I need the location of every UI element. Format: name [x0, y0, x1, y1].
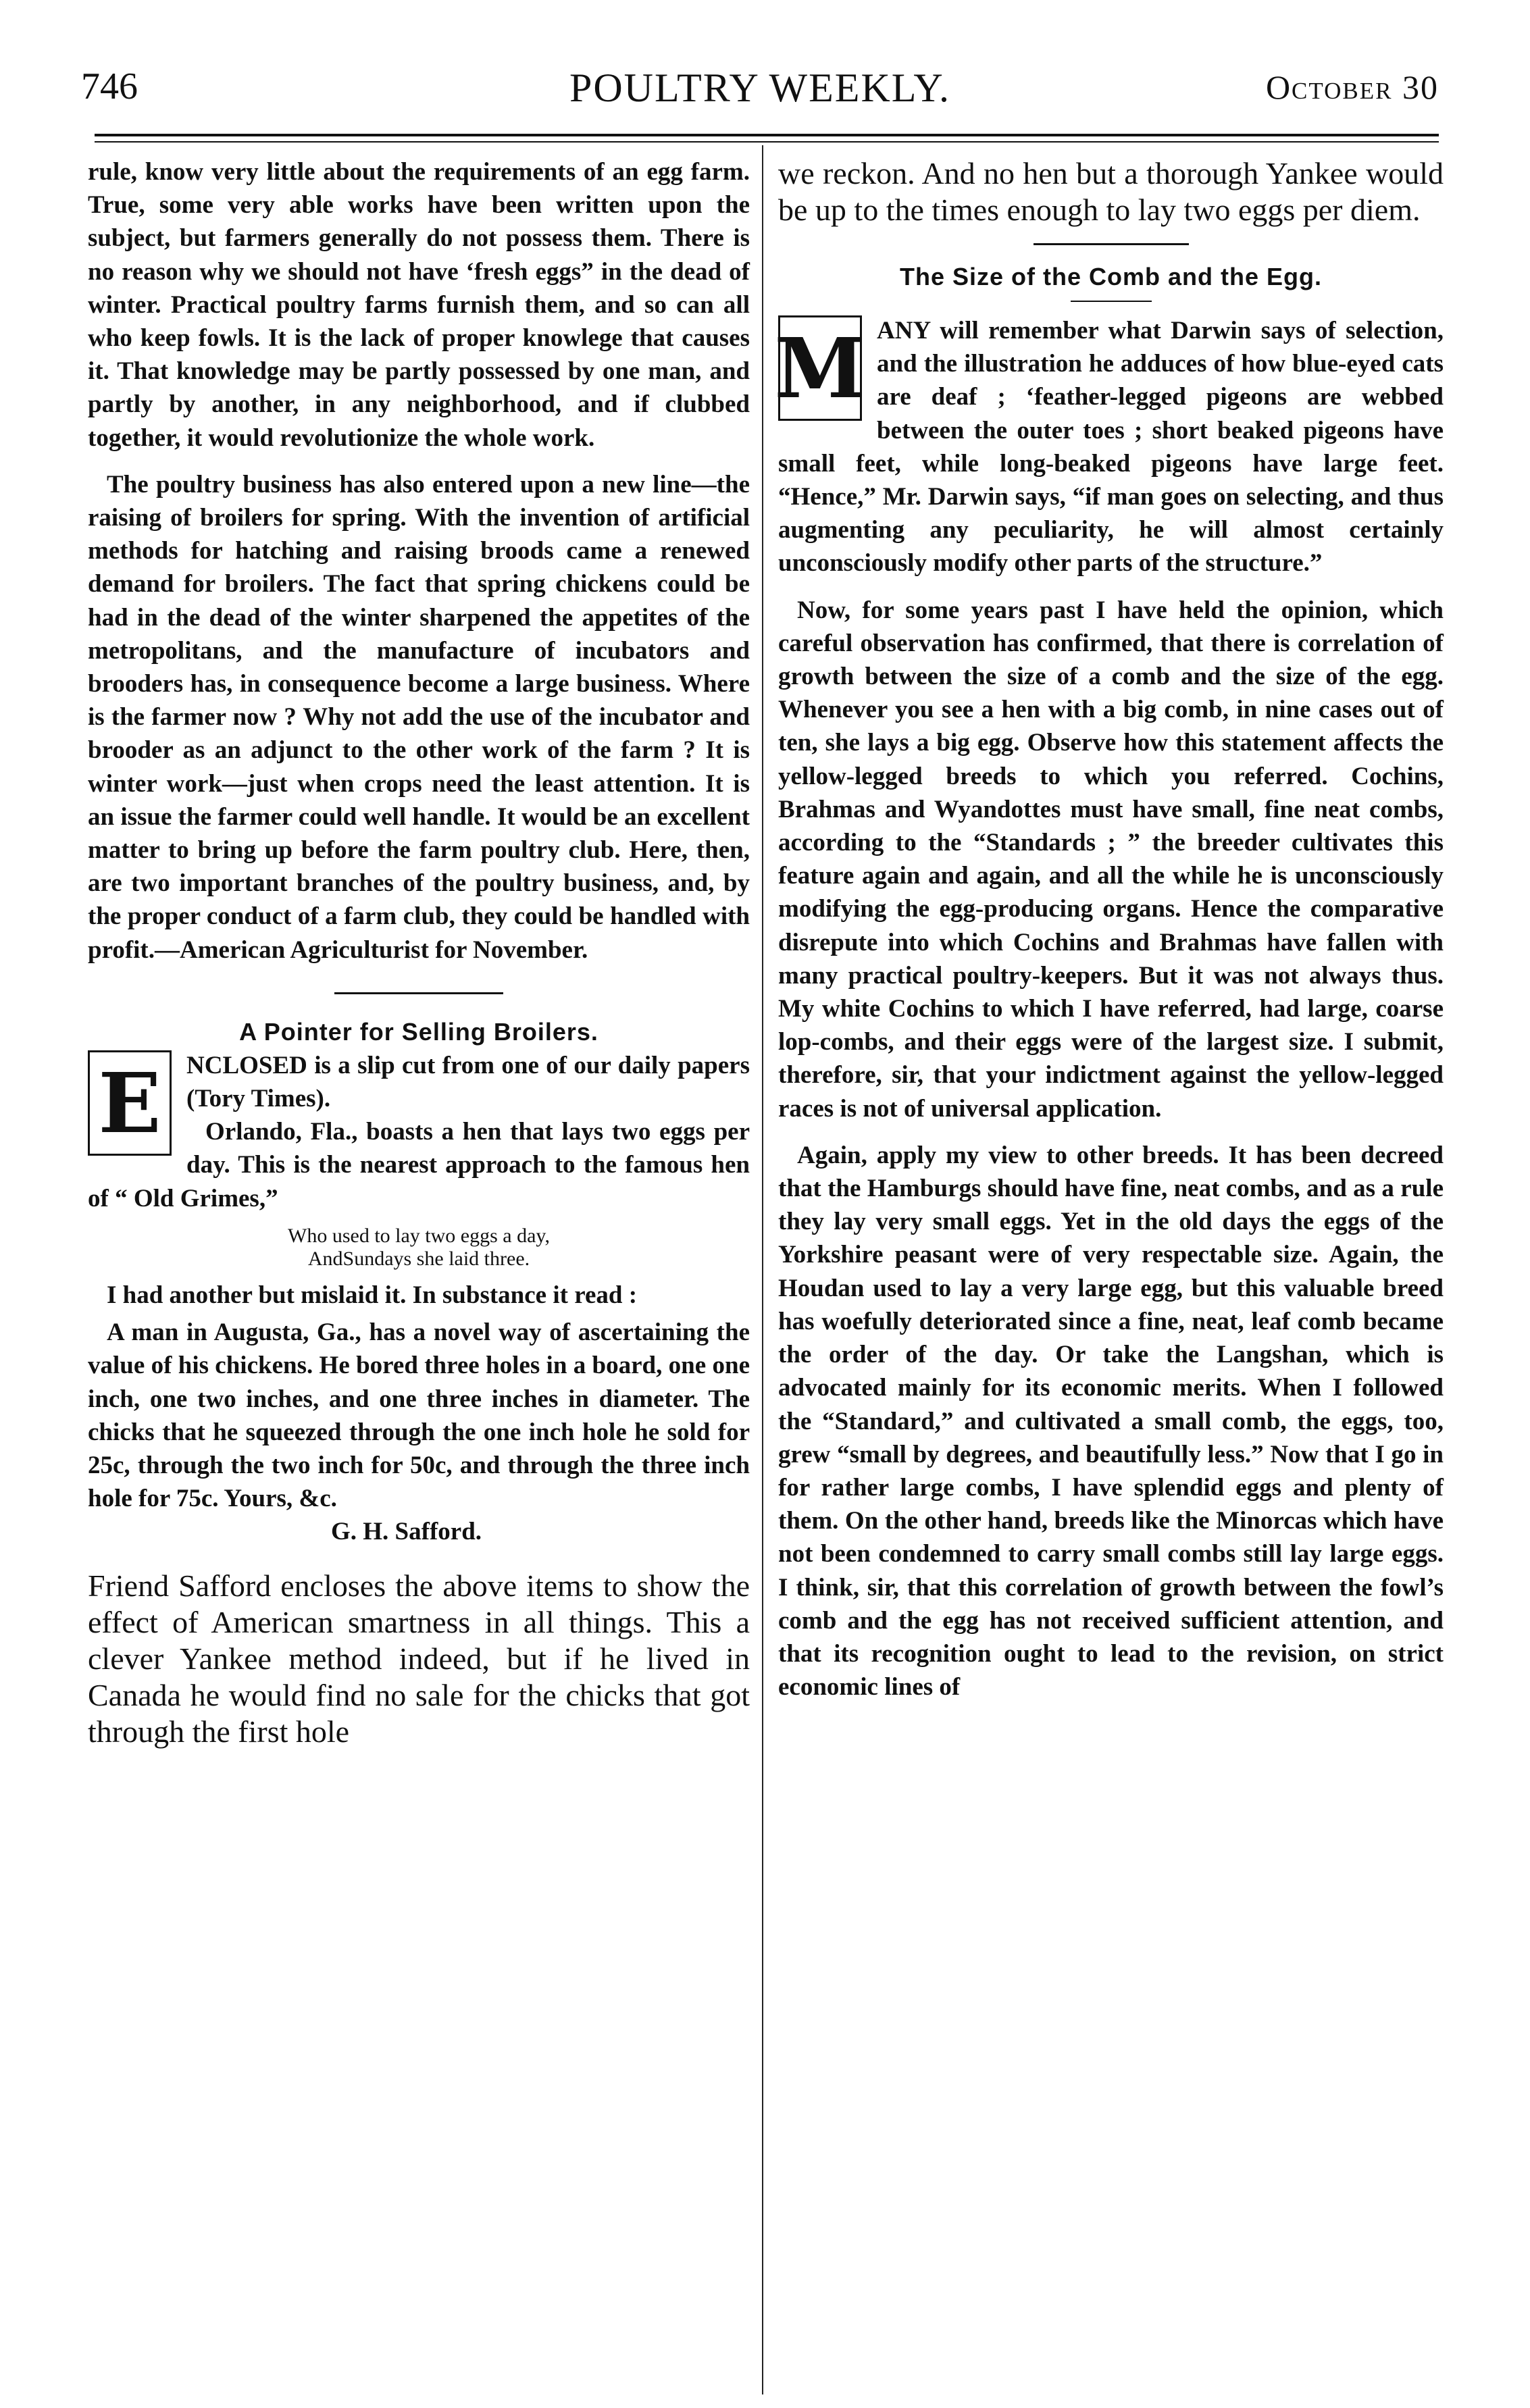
- editor-comment: Friend Safford encloses the above items to show the effect of American smartness in all things. This a clever Yankee method indeed, but if he lived in Canada he would find no sale for the chicks that got through the first hole: [88, 1568, 750, 1749]
- ornament-line: [334, 992, 503, 994]
- title-rule: [1071, 301, 1152, 302]
- column-divider: [762, 145, 763, 2394]
- verse-line: AndSundays she laid three.: [307, 1247, 530, 1270]
- clipping-text: Orlando, Fla., boasts a hen that lays two eggs per day. This is the nearest approach to the famous hen of “ Old Grimes,”: [88, 1118, 750, 1212]
- verse-line: Who used to lay two eggs a day,: [288, 1224, 550, 1247]
- signature: G. H. Safford.: [331, 1518, 482, 1546]
- drop-cap-e: E: [88, 1050, 172, 1156]
- page-header: [81, 65, 1439, 129]
- drop-cap-m: M: [778, 315, 862, 421]
- header-rule-thin: [95, 141, 1439, 143]
- article-title-broilers: A Pointer for Selling Broilers.: [239, 1017, 598, 1046]
- verse-quote: [88, 1225, 750, 1271]
- page-number: 746: [81, 66, 138, 107]
- signature-line: [88, 1515, 750, 1548]
- section-rule: [1034, 243, 1189, 245]
- continued-paragraph: rule, know very little about the requirements of an egg farm. True, some very able works have been written upon the subject, but farmers generally do not possess them. There is no reason why we should not have ‘fresh eggs” in the dead of winter. Practical poultry farms furnish them, and so can all who keep fowls. It is the lack of proper knowlege that causes it. That knowledge may be partly possessed by one man, and partly by another, in any neighborhood, and if clubbed together, it would revolutionize the whole work.: [88, 158, 750, 452]
- editor-comment-continued: we reckon. And no hen but a thorough Yankee would be up to the times enough to lay two eggs per diem.: [778, 156, 1444, 227]
- left-column: [88, 155, 750, 1750]
- breeds-paragraph: Again, apply my view to other breeds. It has been decreed that the Hamburgs should have fine, neat combs, and as a rule they lay very small eggs. Yet in the old days the eggs of the Yorkshire peasant were of very respectable size. Again, the Houdan used to lay a very large egg, but this valuable breed has woefully deteriorated since a fine, neat, leaf comb became the order of the day. Or take the Langshan, which is advocated mainly for its economic merits. When I followed the “Standard,” and cultivated a small comb, the eggs, too, grew “small by degrees, and beautifully less.” Now that I go in for rather large combs, I have splendid eggs and plenty of them. On the other hand, breeds like the Minorcas which have not been condemned to carry small combs still lay large eggs. I think, sir, that this correlation of growth between the fowl’s comb and the egg has not received sufficient attention, and that its recognition ought to lead to the revision, on strict economic lines of: [778, 1141, 1444, 1701]
- augusta-paragraph: A man in Augusta, Ga., has a novel way of ascertaining the value of his chickens. He bored three holes in a board, one one inch, one two inches, and one three inches in diameter. The chicks that he squeezed through the one inch hole he sold for 25c, through the two inch for 50c, and through the three inch hole for 75c. Yours, &c.: [88, 1318, 750, 1513]
- right-column: [774, 155, 1444, 1703]
- header-rule-thick: [95, 134, 1439, 136]
- comb-article-intro: [774, 314, 1444, 580]
- article-title-comb: The Size of the Comb and the Egg.: [899, 263, 1322, 290]
- article-intro: [88, 1049, 750, 1215]
- darwin-paragraph: ANY will remember what Darwin says of selection, and the illustration he adduces of how blue-eyed cats are deaf ; ‘feather-legged pigeons are webbed between the outer toes ; short beaked pigeons have small feet, while long-beaked pigeons have large feet. “Hence,” Mr. Darwin says, “if man goes on selecting, and thus augmenting any peculiarity, he will almost certainly unconsciously modify other parts of the structure.”: [778, 317, 1444, 578]
- ornament-divider: [88, 981, 750, 1006]
- correlation-paragraph: Now, for some years past I have held the opinion, which careful observation has confirmed, that there is correlation of growth between the size of a comb and the size of the egg. Whenever you see a hen with a big comb, in nine cases out of ten, she lays a big egg. Observe how this statement affects the yellow-legged breeds to which you referred. Cochins, Brahmas and Wyandottes must have small, fine neat combs, according to the “Standards ; ” the breeder cultivates this feature again and again, and all the while he is unconsciously modifying the egg-producing organs. Hence the comparative disrepute into which Cochins and Brahmas have fallen with many practical poultry-keepers. But it was not always thus. My white Cochins to which I have referred, had large, coarse lop-combs, and their eggs were of the largest size. I submit, therefore, sir, that your indictment against the yellow-legged races is not of universal application.: [778, 596, 1444, 1123]
- broilers-paragraph: The poultry business has also entered upon a new line—the raising of broilers for spring. With the invention of artificial methods for hatching and raising broods came a renewed demand for broilers. The fact that spring chickens could be had in the dead of the winter sharpened the appetites of the metropolitans, and the manufacture of incubators and brooders has, in consequence become a large business. Where is the farmer now ? Why not add the use of the incubator and brooder as an adjunct to the other work of the farm ? It is winter work—just when crops need the least attention. It is an issue the farmer could well handle. It would be an excellent matter to bring up before the farm poultry club. Here, then, are two important branches of the poultry business, and, by the proper conduct of a farm club, they could be handled with profit.—American Agriculturist for November.: [88, 470, 750, 964]
- issue-date: October 30: [1265, 68, 1439, 106]
- intro-text: NCLOSED is a slip cut from one of our daily papers (Tory Times).: [186, 1051, 750, 1113]
- mislaid-paragraph: I had another but mislaid it. In substance it read :: [107, 1281, 638, 1309]
- running-title: POULTRY WEEKLY.: [569, 66, 951, 110]
